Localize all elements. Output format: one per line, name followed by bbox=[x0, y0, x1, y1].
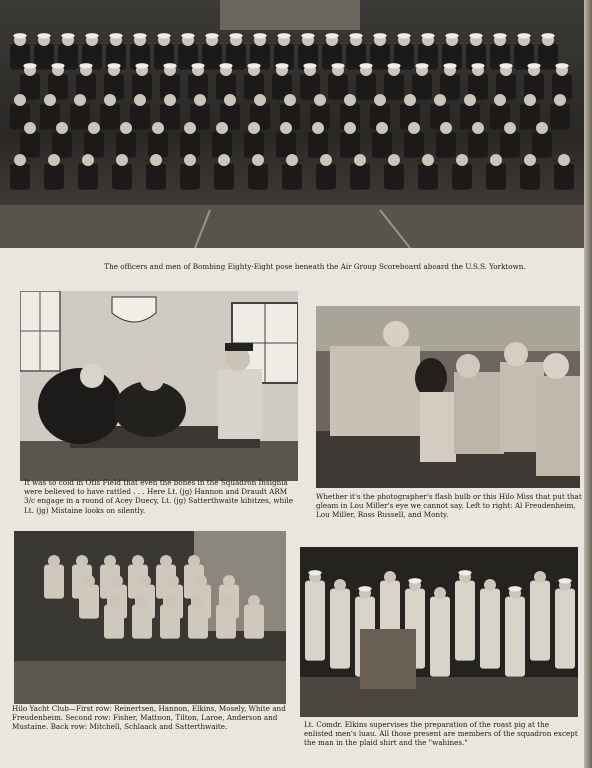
luau-photo bbox=[300, 547, 578, 717]
card-game-photo bbox=[20, 291, 298, 481]
caption-luau: Lt. Comdr. Elkins supervises the preparation of the roast pig at the enlisted men's luau. All those present are members of the squadron except the man in the plaid shirt and the "wahines." bbox=[304, 720, 578, 748]
hilo-miss-photo bbox=[316, 306, 580, 488]
caption-hilo-miss: Whether it's the photographer's flash bulb or this Hilo Miss that put that gleam in Lou Miller's eye we cannot say. Left to right: Al Freudenheim, Lou Miller, Ross Russell, and Monty. bbox=[316, 492, 582, 520]
page-spine-shadow bbox=[584, 0, 592, 768]
squadron-group-photo bbox=[0, 0, 584, 248]
caption-top: The officers and men of Bombing Eighty-Eight pose beneath the Air Group Scoreboard aboard the U.S.S. Yorktown. bbox=[104, 262, 526, 271]
caption-yacht-club: Hilo Yacht Club—First row: Reinertsen, Hannon, Elkins, Mosely, White and Freudenheim. Second row: Fisher, Mattoon, Tilton, Laroe, Anderson and Mustaine. Back row: Mitchell, Schlaack and Satterthwaite. bbox=[12, 704, 286, 732]
yacht-club-photo bbox=[14, 531, 286, 704]
caption-card-game: It was so cold in Otis Field that even the bones in the Squadron Insignia were believed to have rattled . . . Here Lt. (jg) Hannon and Draudt ARM 3/c engage in a round of Acey Duecy, Lt. (jg) Satterthwaite kibitzes, while Lt. (jg) Mistaine looks on silently. bbox=[24, 478, 294, 515]
